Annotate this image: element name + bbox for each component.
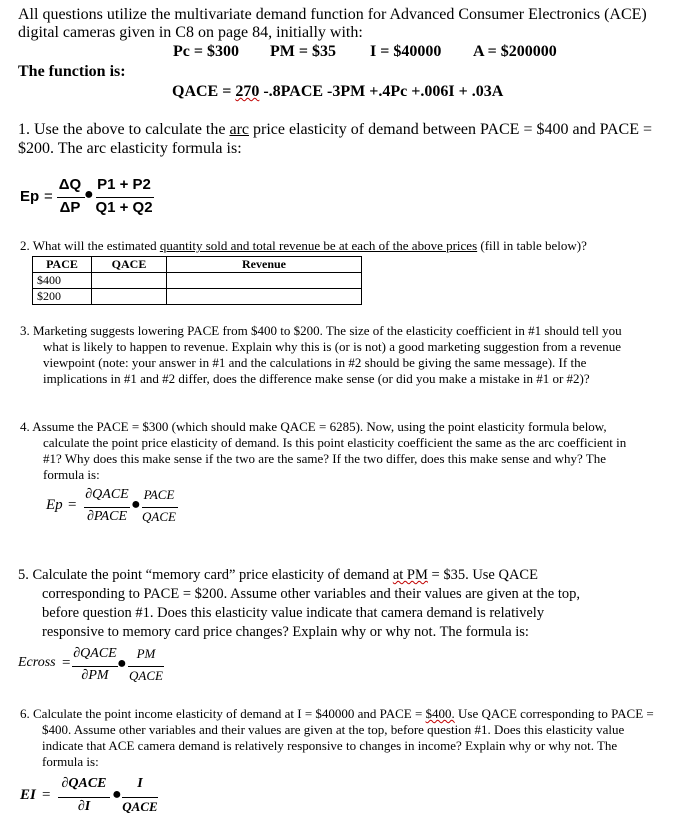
col-revenue: Revenue xyxy=(167,257,362,273)
q6-line-2: $400. Assume other variables and their values are given at the top, before question #1. Does this elasticity value xyxy=(42,722,625,737)
q5-line-2: corresponding to PACE = $200. Assume other variables and their values are given at the top, xyxy=(42,586,580,602)
income-den2: QACE xyxy=(122,799,158,814)
income-bar1 xyxy=(58,797,110,798)
q6-line-4: formula is: xyxy=(42,754,99,769)
q3-line-4: implications in #1 and #2 differ, does the difference make sense (or did you make a mistake in #1 or #2)? xyxy=(43,371,590,386)
point-dot: ● xyxy=(131,496,141,513)
intro-line-1: All questions utilize the multivariate demand function for Advanced Consumer Electronics (ACE) xyxy=(18,6,647,23)
income-lhs: EI xyxy=(20,787,36,803)
value-pc: Pc = $300 xyxy=(173,43,239,60)
cross-den2: QACE xyxy=(129,668,163,683)
q5-line-4: responsive to memory card price changes? Explain why or why not. The formula is: xyxy=(42,624,529,640)
table-row xyxy=(33,273,362,289)
income-bar2 xyxy=(122,797,158,798)
income-den1: ∂I xyxy=(77,799,91,814)
q4-line-3: #1? Why does this make sense if the two are the same? If the two differ, does this make sense and why? The xyxy=(43,451,607,466)
cell-qace[interactable] xyxy=(92,289,167,305)
income-num2: I xyxy=(137,776,143,791)
income-dot: ● xyxy=(112,786,122,803)
q6-line-3: indicate that ACE camera demand is relatively responsive to changes in income? Explain why or why not. The xyxy=(42,738,618,753)
arc-lhs: Ep xyxy=(20,188,40,205)
arc-bar1 xyxy=(57,197,85,198)
value-i: I = $40000 xyxy=(370,43,442,60)
q3-line-3: viewpoint (note: your answer in #1 and the calculations in #2 should be giving the same message). If the xyxy=(43,355,587,370)
q3-line-2: what is likely to happen to revenue. Explain why this is (or is not) a good marketing suggestion from a revenue xyxy=(43,339,622,354)
cross-den1: ∂PM xyxy=(81,668,109,683)
arc-den2: Q1 + Q2 xyxy=(95,199,153,216)
q1-line-1: 1. Use the above to calculate the arc price elasticity of demand between PACE = $400 and PACE = xyxy=(18,121,653,138)
income-eq: = xyxy=(42,787,51,803)
cell-revenue[interactable] xyxy=(167,273,362,289)
q4-line-4: formula is: xyxy=(43,467,100,482)
point-den1: ∂PACE xyxy=(86,509,128,524)
value-pm: PM = $35 xyxy=(270,43,336,60)
cell-revenue[interactable] xyxy=(167,289,362,305)
point-eq: = xyxy=(68,497,77,513)
point-lhs: Ep xyxy=(46,497,63,513)
q6-line-1: 6. Calculate the point income elasticity of demand at I = $40000 and PACE = $400. Use QACE corresponding to PACE = xyxy=(20,706,654,721)
demand-function: QACE = 270 -.8PACE -3PM +.4Pc +.006I + .03A xyxy=(172,83,504,100)
col-pace: PACE xyxy=(33,257,92,273)
arc-dot: ● xyxy=(84,186,94,203)
point-bar1 xyxy=(84,507,130,508)
cross-num1: ∂QACE xyxy=(73,646,117,661)
q3-line-1: 3. Marketing suggests lowering PACE from $400 to $200. The size of the elasticity coefficient in #1 should tell you xyxy=(20,323,622,338)
q2-table xyxy=(32,256,362,305)
q5-line-3: before question #1. Does this elasticity value indicate that camera demand is relatively xyxy=(42,605,545,621)
cross-eq: = xyxy=(62,655,71,671)
q2-text: 2. What will the estimated quantity sold and total revenue be at each of the above prices (fill in table below)? xyxy=(20,238,587,253)
q4-line-1: 4. Assume the PACE = $300 (which should make QACE = 6285). Now, using the point elasticity formula below, xyxy=(20,419,607,434)
q4-line-2: calculate the point price elasticity of demand. Is this point elasticity coefficient the same as the arc coefficient in xyxy=(43,435,627,450)
arc-den1: ΔP xyxy=(59,199,81,216)
cross-dot: ● xyxy=(117,655,127,672)
cell-pace: $400 xyxy=(33,273,92,289)
point-den2: QACE xyxy=(142,509,176,524)
intro-line-2: digital cameras given in C8 on page 84, initially with: xyxy=(18,24,363,41)
cross-num2: PM xyxy=(136,646,156,661)
table-row xyxy=(33,289,362,305)
cross-bar1 xyxy=(72,666,118,667)
q1-line-2: $200. The arc elasticity formula is: xyxy=(18,140,242,157)
point-num1: ∂QACE xyxy=(85,487,129,502)
cross-lhs: Ecross xyxy=(18,655,56,670)
q5-line-1: 5. Calculate the point “memory card” price elasticity of demand at PM = $35. Use QACE xyxy=(18,567,538,583)
col-qace: QACE xyxy=(92,257,167,273)
point-num2: PACE xyxy=(143,487,175,502)
cell-pace: $200 xyxy=(33,289,92,305)
function-label: The function is: xyxy=(18,63,126,80)
arc-eq: = xyxy=(44,188,53,205)
arc-num2: P1 + P2 xyxy=(97,176,151,193)
income-num1: ∂QACE xyxy=(61,776,107,791)
cross-bar2 xyxy=(128,666,164,667)
cell-qace[interactable] xyxy=(92,273,167,289)
point-bar2 xyxy=(142,507,178,508)
value-a: A = $200000 xyxy=(473,43,557,60)
arc-bar2 xyxy=(96,197,154,198)
arc-num1: ΔQ xyxy=(58,176,82,193)
